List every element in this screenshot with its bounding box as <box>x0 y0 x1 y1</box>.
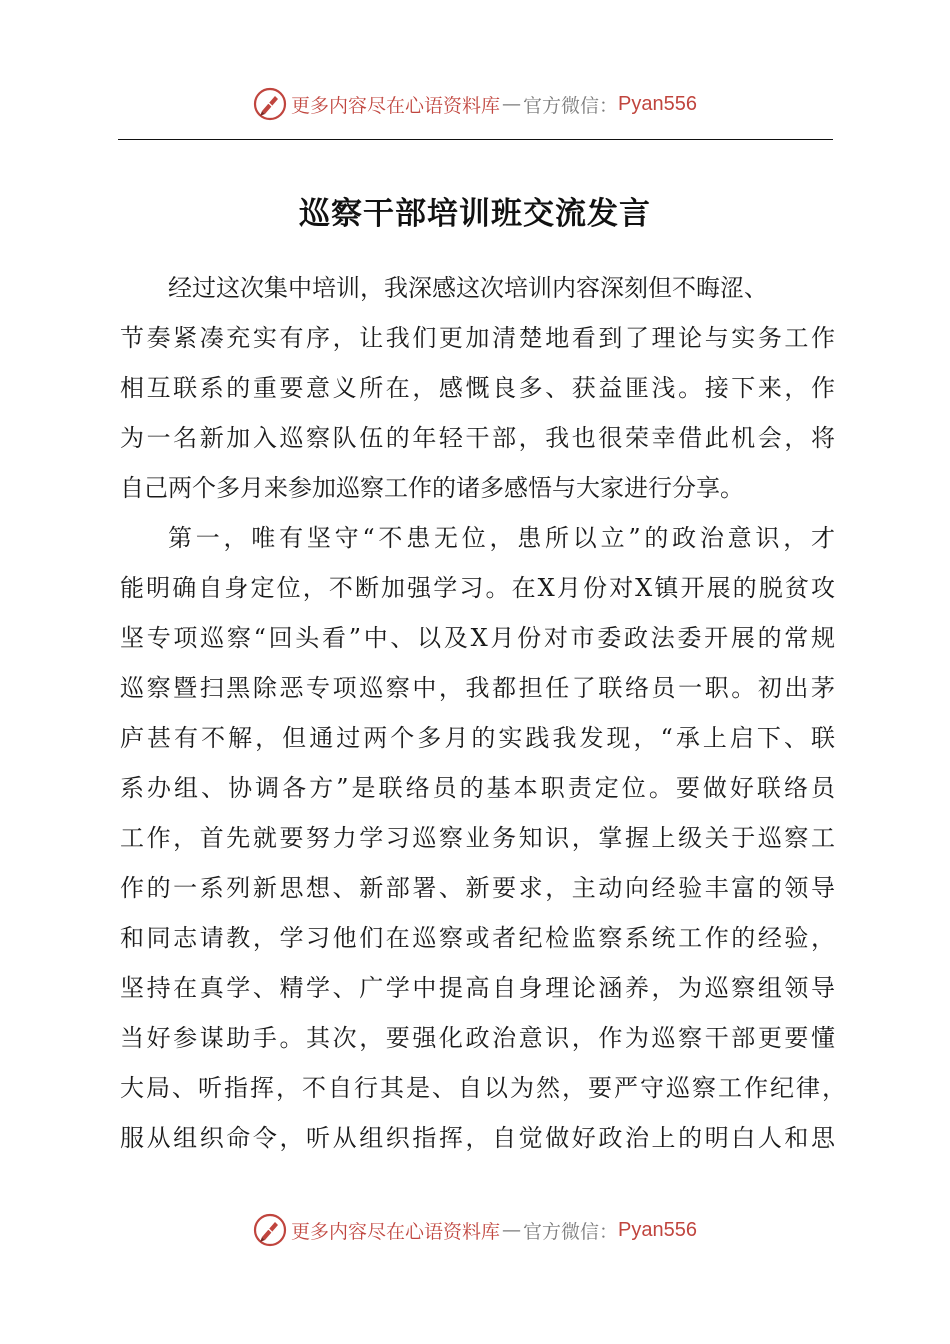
body-line: 节奏紧凑充实有序，让我们更加清楚地看到了理论与实务工作 <box>120 324 835 352</box>
pen-logo-icon <box>253 87 287 121</box>
banner-site-text: 更多内容尽在心语资料库 <box>291 1220 501 1243</box>
body-line: 第一，唯有坚守“不患无位，患所以立”的政治意识，才 <box>168 524 835 552</box>
banner-dash: — <box>502 1219 522 1241</box>
body-line: 庐甚有不解，但通过两个多月的实践我发现，“承上启下、联 <box>120 724 835 752</box>
body-line: 当好参谋助手。其次，要强化政治意识，作为巡察干部更要懂 <box>120 1024 835 1052</box>
header-banner <box>0 84 950 124</box>
pen-logo-icon <box>253 1213 287 1247</box>
body-line: 坚专项巡察“回头看”中、以及X月份对市委政法委开展的常规 <box>120 624 835 652</box>
body-line: 作的一系列新思想、新部署、新要求，主动向经验丰富的领导 <box>120 874 835 902</box>
banner-wechat-id: Pyan556 <box>618 92 697 115</box>
body-line: 系办组、协调各方”是联络员的基本职责定位。要做好联络员 <box>120 774 835 802</box>
body-line: 经过这次集中培训，我深感这次培训内容深刻但不晦涩、 <box>168 274 768 302</box>
body-line: 能明确自身定位，不断加强学习。在X月份对X镇开展的脱贫攻 <box>120 574 835 602</box>
body-line: 坚持在真学、精学、广学中提高自身理论涵养，为巡察组领导 <box>120 974 835 1002</box>
body-line: 为一名新加入巡察队伍的年轻干部，我也很荣幸借此机会，将 <box>120 424 835 452</box>
banner-site-text: 更多内容尽在心语资料库 <box>291 94 501 117</box>
banner-wechat-id: Pyan556 <box>618 1218 697 1241</box>
header-divider <box>118 139 833 140</box>
document-body <box>120 263 846 1163</box>
footer-banner <box>0 1210 950 1250</box>
body-line: 大局、听指挥，不自行其是、自以为然，要严守巡察工作纪律， <box>120 1074 846 1102</box>
body-line: 自己两个多月来参加巡察工作的诸多感悟与大家进行分享。 <box>120 474 744 502</box>
document-title: 巡察干部培训班交流发言 <box>299 196 651 232</box>
body-line: 工作，首先就要努力学习巡察业务知识，掌握上级关于巡察工 <box>120 824 835 852</box>
banner-wechat-label: 官方微信： <box>523 1220 619 1243</box>
body-line: 相互联系的重要意义所在，感慨良多、获益匪浅。接下来，作 <box>120 374 835 402</box>
banner-dash: — <box>502 93 522 115</box>
body-line: 和同志请教，学习他们在巡察或者纪检监察系统工作的经验， <box>120 924 835 952</box>
body-line: 服从组织命令，听从组织指挥，自觉做好政治上的明白人和思 <box>120 1124 835 1152</box>
banner-wechat-label: 官方微信： <box>523 94 619 117</box>
body-line: 巡察暨扫黑除恶专项巡察中，我都担任了联络员一职。初出茅 <box>120 674 835 702</box>
